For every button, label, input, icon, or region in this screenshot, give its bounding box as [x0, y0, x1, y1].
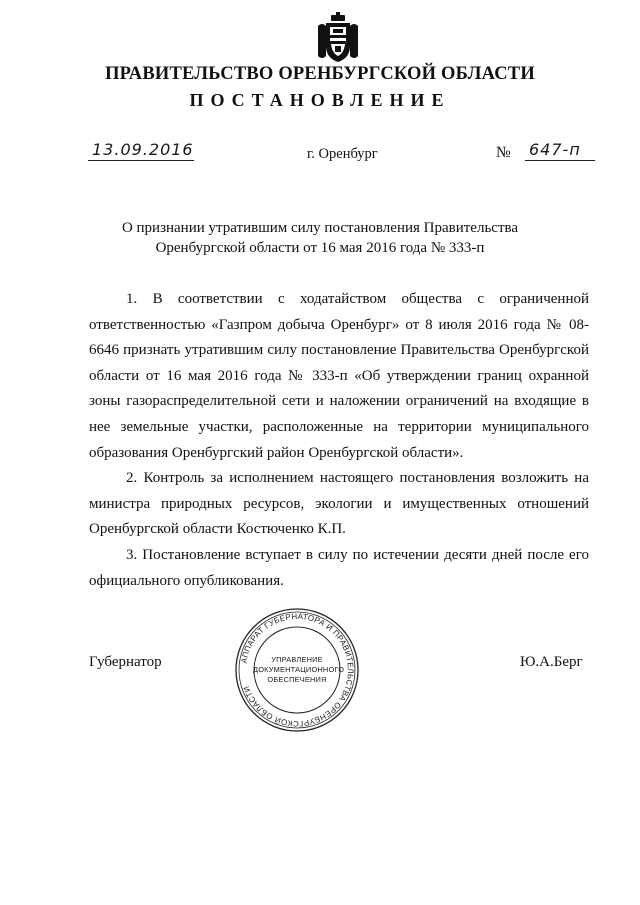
paragraph-3: 3. Постановление вступает в силу по истечении десяти дней после его официального опубликования.	[89, 547, 589, 589]
stamp-line-3: ОБЕСПЕЧЕНИЯ	[267, 675, 327, 684]
paragraph-2: 2. Контроль за исполнением настоящего постановления возложить на министра природных ресурсов, экологии и имущественных отношений Оренбургской области Костюченко К.П.	[89, 470, 589, 538]
document-type: ПОСТАНОВЛЕНИЕ	[189, 90, 451, 110]
stamp-center-text	[253, 655, 345, 685]
document-number: 647-п	[529, 140, 581, 159]
document-subject: О признании утратившим силу постановления Правительства Оренбургской области от 16 мая 2016 года № 333-п	[121, 220, 519, 256]
signer-title: Губернатор	[89, 654, 162, 670]
signer-name: Ю.А.Берг	[520, 654, 583, 670]
document-date: 13.09.2016	[92, 140, 194, 159]
stamp-ring-text: АППАРАТ ГУБЕРНАТОРА И ПРАВИТЕЛЬСТВА ОРЕНБУРГСКОЙ ОБЛАСТИ	[239, 611, 356, 729]
stamp-line-1: УПРАВЛЕНИЕ	[271, 655, 323, 664]
coat-of-arms-icon	[316, 12, 360, 64]
number-label: №	[496, 144, 511, 161]
document-city: г. Оренбург	[307, 146, 378, 162]
stamp-line-2: ДОКУМЕНТАЦИОННОГО	[253, 665, 345, 674]
paragraph-1: 1. В соответствии с ходатайством общества с ограниченной ответственностью «Газпром добыча Оренбург» от 8 июля 2016 года № 08-6646 признать утратившим силу постановление Правительства Оренбургской области от 16 мая 2016 года № 333-п «Об утверждении границ охранной зоны газораспределительной сети и наложении ограничений на входящие в нее земельные участки, расположенные на территории муниципального образования Оренбургский район Оренбургской области».	[89, 291, 589, 461]
government-title: ПРАВИТЕЛЬСТВО ОРЕНБУРГСКОЙ ОБЛАСТИ	[105, 64, 535, 84]
